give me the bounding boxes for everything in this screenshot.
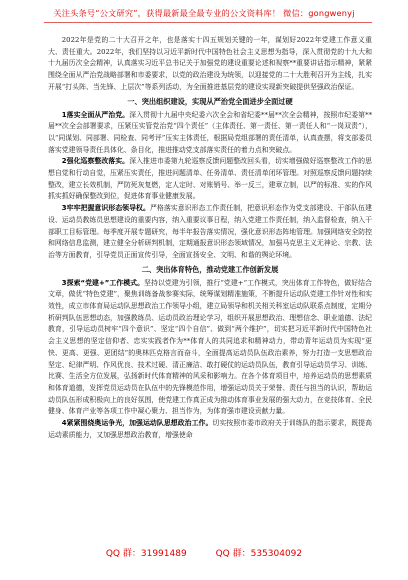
paragraph-5	[48, 418, 372, 441]
footer-qq-group-2[interactable]: QQ 群：535304092	[215, 549, 303, 559]
paragraph-4	[48, 278, 372, 418]
paragraph-4-lead: 3探索“党建+”工作模式。	[61, 278, 145, 287]
header-banner[interactable]: 关注头条号“公文研究”，获得最新最全最专业的公文资料库！ 微信：gongwenyj	[53, 8, 355, 18]
section-heading-1: 一、突出组织建设，实现从严治党全面进步全面过硬	[127, 96, 293, 106]
footer-banner	[0, 546, 408, 559]
paragraph-5-lead: 4紧紧围绕奥运争光，加强运动队思想政治工作。	[61, 419, 213, 428]
footer-qq-group-1[interactable]: QQ 群：31991489	[105, 549, 187, 559]
paragraph-4-text: 坚持以党建为引领，推行“党建+”工作模式，突出体育工作特色，做好结合文章，做优“特色党建”，聚焦训练备战参赛实际，统筹谋划精准施策，不断提升运动队党建工作针对性和实效性，成立市体育局运动队思想政治工作领导小组，建立局领导和机关相关科室运动队联系点制度，定期分析研判队伍思想动态，加强教练员、运动员政治理论学习，组织开展思想政治、理想信念、职业道德、法纪教育，引导运动员树牢“四个意识”、坚定“四个自信”、做到“两个维护”，切实把习近平新时代中国特色社会主义思想的坚定信仰者、忠实实践者作为**体育人的共同追求和精神动力，带动青年运动员为实现“更快、更高、更强、更团结”的奥林匹克格言而奋斗，全面提高运动员队伍政治素养，努力打造一支思想政治坚定、纪律严明、作风优良、技术过硬、清正廉洁、敢打硬仗的运动员队伍，教育引导运动员学习、训练、比赛、生活全方位发展，弘扬新时代体育精神的风采和影响力。在各个体育项目中，培养运动员的思想素质和体育道德，发挥党员运动员在队伍中的先锋模范作用，增强运动员关于荣誉、责任与担当的认识，帮助运动员队伍形成积极向上的良好氛围，使党建工作真正成为推动体育事业发展的强大动力，在竞技体育、全民健身、体育产业等各项工作中凝心聚力、担当作为，为体育强市建设贡献力量。	[48, 278, 373, 416]
paragraph-2	[48, 156, 372, 203]
paragraph-1-text: 深入贯彻十九届中央纪委六次全会和省纪委**届**次全会精神，按照市纪委第**届**次全会部署要求，压紧压实管党治党“四个责任”（主体责任、第一责任、第一责任人和“一岗双责”），以“同谋划、同部署、同检查、同考评”压实主体责任，根据局党组部署的责任清单，认真查摆，将支部委员落实党建领导责任具体化、条目化，推进推动党支部落实责任的着力点和突破点。	[48, 110, 373, 154]
paragraph-2-text: 深入推进市委第九轮巡察反馈问题整改回头看，切实增强做好巡察整改工作的思想自觉和行动自觉，压紧压实责任，推进问题清单、任务清单、责任清单闭环管理。对照巡察反馈问题持续整改，建立长效机制，严防死灰复燃，定人定时、对账销号、举一反三，建章立制，以严的标准、实的作风抓实抓好确保整改到位，促进体育事业健康发展。	[48, 157, 373, 201]
paragraph-5-text: 切实按照市委市政府关于训练队的指示要求，既提高运动素质能力，又加强思想政治教育，增强使命	[48, 419, 372, 439]
header-divider	[44, 22, 372, 23]
paragraph-3-lead: 3牢牢把握意识形态领导权。	[61, 204, 150, 213]
paragraph-1	[48, 110, 372, 157]
paragraph-3	[48, 203, 372, 262]
document-body	[48, 35, 372, 442]
intro-paragraph: 2022年是党的二十大召开之年，也是落实十四五规划关键的一年，谋划好2022年党建工作意义重大、责任重大。2022年，我们坚持以习近平新时代中国特色社会主义思想为指导，深入贯彻党的十九大和十九届历次全会精神，认真落实习近平总书记关于加强党的建设重要论述和视察**重要讲话指示精神，紧紧围绕全面从严治党战略部署和市委要求，以党的政治建设为统领，以迎接党的二十大胜利召开为主线，扎实开展“打头阵、当先锋、上层次”等系列活动，为全面推进基层党的建设实现新突破提供坚强政治保证。	[48, 36, 372, 91]
paragraph-2-lead: 2强化巡察整改落实。	[61, 157, 130, 166]
section-heading-2: 二、突出体育特色，推动党建工作创新发展	[141, 264, 279, 274]
paragraph-1-lead: 1落实全面从严治党。	[61, 110, 130, 119]
paragraph-3-text: 严格落实意识形态工作责任制，把意识形态作为党支部建设、干部队伍建设、运动员教练员思想建设的重要内容，纳入重要议事日程，纳入党建工作责任制，纳入监督检查，纳入干部职工目标管理。每季度开展专题研究，每半年报告落实情况，强化意识形态阵地管理。加强网络安全防控和网络信息监测，建立健全分析研判机制，定期通报意识形态领域情况，加强马克思主义无神论、宗教、法治等方面教育，引导党员正面宣传引导，全面宣扬安全、文明、和谐的舆论环境。	[48, 204, 372, 259]
